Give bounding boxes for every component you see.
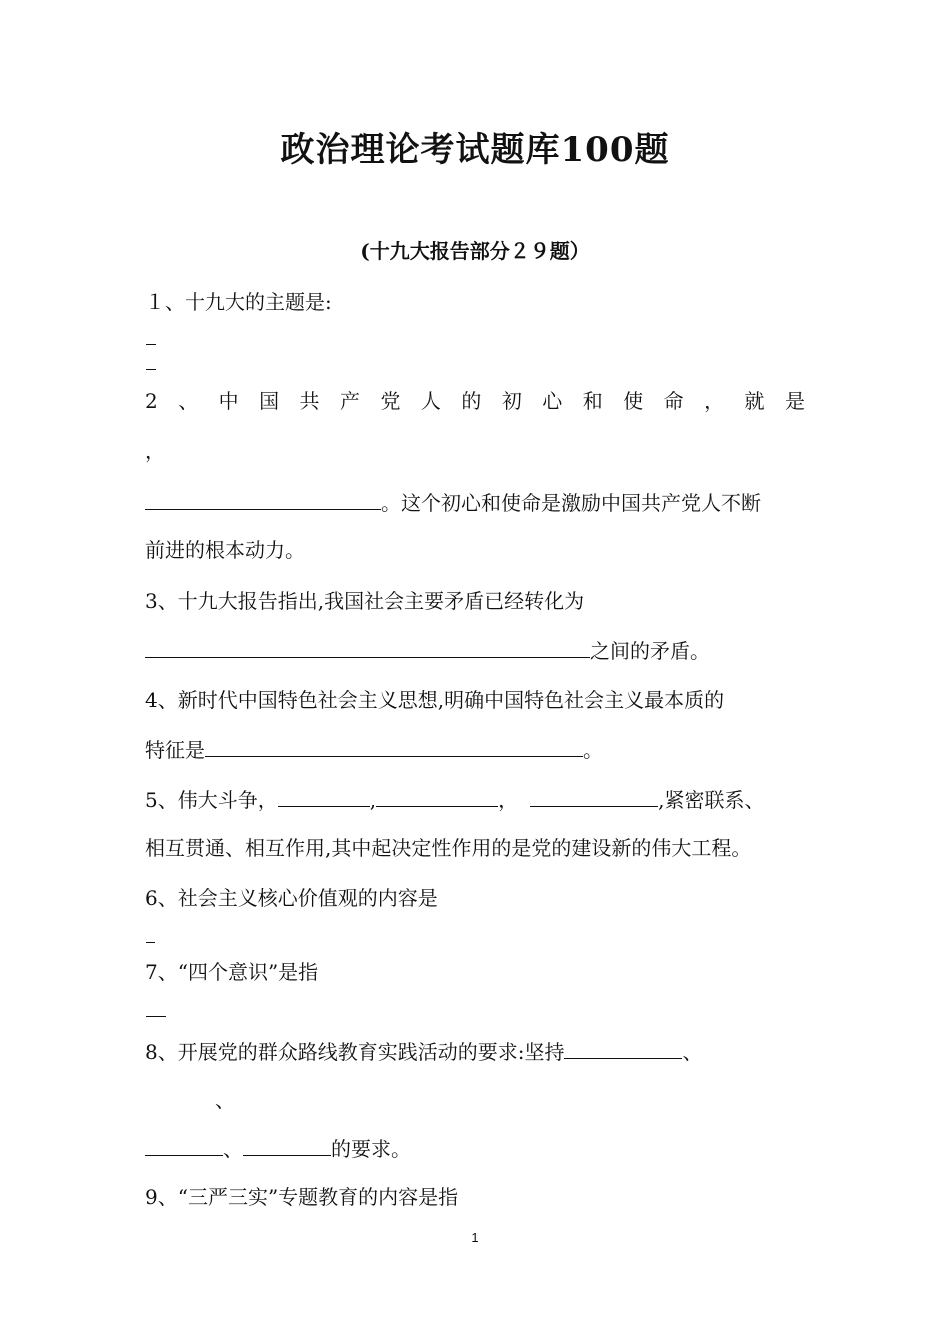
question-7: 7、“四个意识”是指 <box>145 960 319 984</box>
question-3-line-1: 3、十九大报告指出,我国社会主要矛盾已经转化为 <box>145 589 585 613</box>
page-number: 1 <box>471 1230 479 1245</box>
answer-blank <box>146 1016 166 1017</box>
question-2-comma: ， <box>145 439 165 463</box>
answer-blank <box>146 344 156 345</box>
answer-blank <box>145 635 590 658</box>
answer-blank <box>145 487 381 510</box>
question-2-line-1: 2 、 中 国 共 产 党 人 的 初 心 和 使 命 ， 就 是 <box>145 389 805 413</box>
answer-blank <box>564 1036 682 1059</box>
answer-blank <box>376 784 498 807</box>
answer-blank <box>146 369 156 370</box>
question-3-line-2: 之间的矛盾。 <box>145 635 710 666</box>
page-title: 政治理论考试题库100题 <box>280 130 670 170</box>
question-8-line-3: 、 的要求。 <box>145 1133 411 1164</box>
question-8-line-2: 、 <box>215 1088 235 1112</box>
answer-blank <box>530 784 658 807</box>
question-4-line-2: 特征是 。 <box>145 734 603 765</box>
question-5-line-2: 相互贯通、相互作用,其中起决定性作用的是党的建设新的伟大工程。 <box>145 836 752 860</box>
answer-blank <box>205 734 583 757</box>
question-2-line-3: 前进的根本动力。 <box>145 538 305 562</box>
section-subtitle: (十九大报告部分２９题） <box>360 239 590 263</box>
answer-blank <box>243 1133 331 1156</box>
question-2-line-2: 。这个初心和使命是激励中国共产党人不断 <box>145 487 761 518</box>
question-9: 9、“三严三实”专题教育的内容是指 <box>145 1185 459 1209</box>
question-5-line-1: 5、伟大斗争， , ， ,紧密联系、 <box>145 784 764 815</box>
answer-blank <box>146 942 155 943</box>
question-4-line-1: 4、新时代中国特色社会主义思想,明确中国特色社会主义最本质的 <box>145 688 725 712</box>
question-1: １、十九大的主题是: <box>145 290 332 314</box>
answer-blank <box>145 1133 223 1156</box>
question-8-line-1: 8、开展党的群众路线教育实践活动的要求:坚持 、 <box>145 1036 702 1067</box>
question-6: 6、社会主义核心价值观的内容是 <box>145 886 438 910</box>
answer-blank <box>278 784 370 807</box>
